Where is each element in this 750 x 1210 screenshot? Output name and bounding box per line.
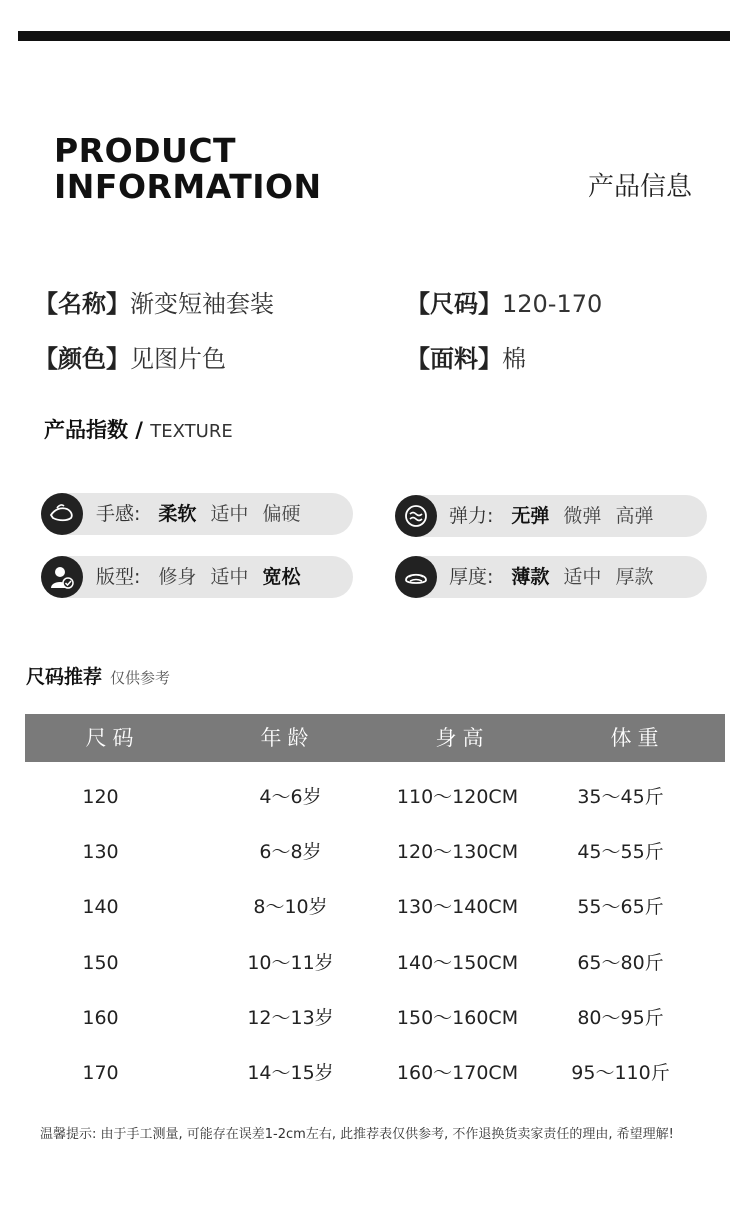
table-row (25, 825, 725, 880)
info-color-value: 见图片色 (130, 345, 226, 373)
texture-fit-text (96, 556, 314, 598)
info-size (406, 287, 602, 321)
texture-fit-option-2: 适中 (210, 566, 249, 588)
info-name (34, 287, 274, 321)
size-chart-title: 尺码推荐 (26, 666, 103, 688)
cell-age: 4～6岁 (259, 786, 322, 808)
texture-thickness-label: 厚度: (449, 566, 494, 588)
top-divider-bar (18, 31, 730, 41)
texture-fit-option-1: 修身 (158, 566, 197, 588)
table-row (25, 936, 725, 991)
cell-weight: 55～65斤 (577, 896, 664, 918)
table-row (25, 1046, 725, 1101)
cell-weight: 65～80斤 (577, 952, 664, 974)
cell-height: 140～150CM (396, 952, 519, 974)
table-row (25, 880, 725, 935)
texture-elastic-text (449, 495, 667, 537)
info-size-key: 【尺码】 (406, 290, 502, 318)
cell-size: 170 (82, 1062, 119, 1084)
texture-thickness-option-3: 厚款 (615, 566, 654, 588)
texture-heading-cn: 产品指数 (44, 418, 128, 442)
page-title-chinese: 产品信息 (587, 172, 692, 202)
cell-weight: 35～45斤 (577, 786, 664, 808)
table-row (25, 991, 725, 1046)
thickness-icon (395, 556, 437, 598)
texture-heading (44, 414, 233, 448)
cell-height: 110～120CM (396, 786, 519, 808)
elastic-icon (395, 495, 437, 537)
info-color (34, 342, 226, 376)
page-title-line1: PRODUCT (54, 131, 237, 170)
cell-size: 160 (82, 1007, 119, 1029)
texture-fit-label: 版型: (96, 566, 141, 588)
texture-heading-en: TEXTURE (150, 421, 233, 442)
cell-height: 150～160CM (396, 1007, 519, 1029)
cell-height: 120～130CM (396, 841, 519, 863)
texture-hand-feel-option-3: 偏硬 (262, 503, 301, 525)
info-color-key: 【颜色】 (34, 345, 130, 373)
info-name-value: 渐变短袖套装 (130, 290, 274, 318)
texture-elastic-option-2: 微弹 (563, 505, 602, 527)
texture-elastic-option-1: 无弹 (511, 505, 550, 527)
column-header-height: 身高 (435, 726, 490, 750)
column-header-age: 年龄 (260, 726, 315, 750)
cell-height: 160～170CM (396, 1062, 519, 1084)
texture-fit-option-3: 宽松 (262, 566, 301, 588)
cell-age: 10～11岁 (247, 952, 334, 974)
footer-note: 温馨提示: 由于手工测量, 可能存在误差1-2cm左右, 此推荐表仅供参考, 不作退换货卖家责任的理由, 希望理解! (40, 1127, 674, 1142)
hand-feel-icon (41, 493, 83, 535)
info-fabric-key: 【面料】 (406, 345, 502, 373)
cell-age: 8～10岁 (253, 896, 328, 918)
texture-hand-feel-label: 手感: (96, 503, 141, 525)
info-fabric (406, 342, 526, 376)
cell-size: 150 (82, 952, 119, 974)
texture-thickness-option-2: 适中 (563, 566, 602, 588)
cell-weight: 80～95斤 (577, 1007, 664, 1029)
cell-size: 140 (82, 896, 119, 918)
texture-heading-sep: / (128, 418, 151, 442)
cell-weight: 45～55斤 (577, 841, 664, 863)
info-size-value: 120-170 (502, 290, 603, 318)
column-header-size: 尺码 (85, 726, 140, 750)
texture-elastic-option-3: 高弹 (615, 505, 654, 527)
info-name-key: 【名称】 (34, 290, 130, 318)
size-table-header (25, 714, 725, 762)
size-chart-subtitle: 仅供参考 (110, 669, 171, 687)
cell-age: 6～8岁 (259, 841, 322, 863)
texture-hand-feel-option-1: 柔软 (158, 503, 197, 525)
texture-thickness-text (449, 556, 667, 598)
table-row (25, 770, 725, 825)
texture-thickness-option-1: 薄款 (511, 566, 550, 588)
texture-elastic-label: 弹力: (449, 505, 494, 527)
page-title-line2: INFORMATION (54, 167, 322, 206)
cell-size: 120 (82, 786, 119, 808)
cell-age: 12～13岁 (247, 1007, 334, 1029)
cell-weight: 95～110斤 (571, 1062, 670, 1084)
fit-icon (41, 556, 83, 598)
cell-height: 130～140CM (396, 896, 519, 918)
column-header-weight: 体重 (610, 726, 665, 750)
texture-hand-feel-option-2: 适中 (210, 503, 249, 525)
cell-size: 130 (82, 841, 119, 863)
cell-age: 14～15岁 (247, 1062, 334, 1084)
info-fabric-value: 棉 (502, 345, 526, 373)
texture-hand-feel-text (96, 493, 314, 535)
size-chart-heading (26, 662, 170, 693)
